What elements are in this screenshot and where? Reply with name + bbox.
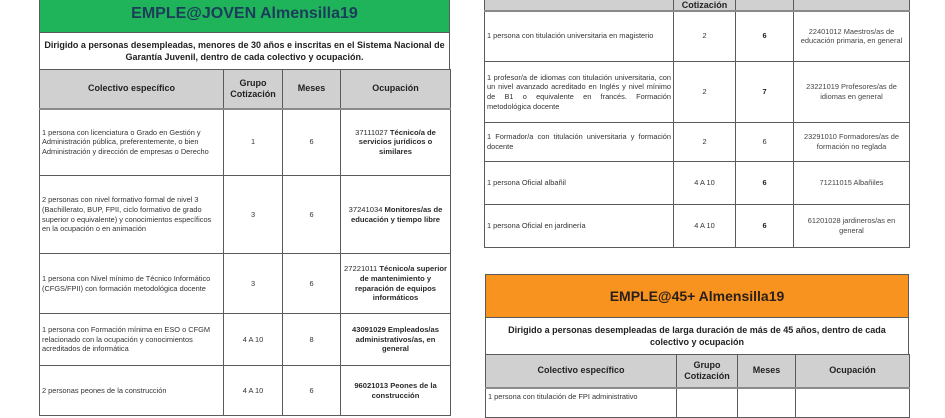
cell-grupo: 1	[224, 109, 283, 176]
cell-grupo: 4 A 10	[224, 366, 283, 416]
table-row	[40, 109, 451, 176]
cell-colectivo: 1 persona Oficial albañil	[485, 162, 674, 205]
cell-colectivo: 2 personas peones de la construcción	[40, 366, 224, 416]
header-colectivo: Colectivo específico	[486, 355, 677, 388]
cell-ocupacion: 96021013 Peones de la construcción	[341, 366, 451, 416]
continuation-table	[484, 0, 910, 248]
emple-45-title: EMPLE@45+ Almensilla19	[485, 274, 909, 317]
cell-ocupacion: 71211015 Albañiles	[794, 162, 910, 205]
table-header-row	[40, 70, 451, 109]
table-row	[40, 254, 451, 314]
cell-ocupacion: 27221011 Técnico/a superior de mantenimiento y reparación de equipos informáticos	[341, 254, 451, 314]
continuation-panel	[484, 0, 909, 248]
cell-grupo: 4 A 10	[674, 205, 736, 248]
cell-colectivo: 1 persona Oficial en jardinería	[485, 205, 674, 248]
table-row	[40, 314, 451, 366]
header-grupo: Cotización	[674, 0, 736, 11]
table-header-row	[486, 355, 910, 388]
cell-meses: 6	[283, 254, 341, 314]
table-row	[485, 162, 910, 205]
cell-meses: 6	[736, 205, 794, 248]
header-ocupacion: Ocupación	[796, 355, 910, 388]
cell-ocupacion: 22401012 Maestros/as de educación primaria, en general	[794, 11, 910, 62]
cell-ocupacion: 43091029 Empleados/as administrativos/as, en general	[341, 314, 451, 366]
cell-ocupacion: 23291010 Formadores/as de formación no reglada	[794, 123, 910, 162]
cell-meses: 6	[283, 109, 341, 176]
cell-grupo: 4 A 10	[674, 162, 736, 205]
cell-colectivo: 1 persona con licenciatura o Grado en Gestión y Administración pública, preferentemente, o bien Administración y dirección de empresas o Derecho	[40, 109, 224, 176]
cell-colectivo: 2 personas con nivel formativo formal de nivel 3 (Bachillerato, BUP, FPII, ciclo formativo de grado superior o equivalente) y conocimientos específicos en la ocupación o en animación	[40, 176, 224, 254]
cell-grupo: 3	[224, 176, 283, 254]
header-grupo: Grupo Cotización	[677, 355, 738, 388]
emple-45-panel	[485, 274, 909, 418]
cell-meses: 6	[736, 123, 794, 162]
cell-ocupacion: 61201028 jardineros/as en general	[794, 205, 910, 248]
cell-colectivo: 1 profesor/a de idiomas con titulación universitaria, con un nivel avanzado acreditado en Inglés y nivel mínimo de B1 o equivalente en francés. Formación metodológica docente	[485, 62, 674, 123]
cell-meses: 7	[736, 62, 794, 123]
cell-colectivo: 1 persona con titulación de FPI administrativo	[486, 388, 677, 418]
table-row	[486, 388, 910, 418]
cell-meses: 8	[283, 314, 341, 366]
cell-ocupacion: 37111027 Técnico/a de servicios jurídicos o similares	[341, 109, 451, 176]
cell-grupo: 3	[224, 254, 283, 314]
table-row	[485, 11, 910, 62]
cell-meses: 6	[736, 162, 794, 205]
header-colectivo: Colectivo específico	[40, 70, 224, 109]
cell-colectivo: 1 persona con Formación mínima en ESO o CFGM relacionado con la ocupación y conocimientos acreditados de informática	[40, 314, 224, 366]
emple-45-description: Dirigido a personas desempleadas de larga duración de más de 45 años, dentro de cada colectivo y ocupación	[485, 317, 909, 354]
cell-meses: 6	[283, 366, 341, 416]
emple-joven-title: EMPLE@JOVEN Almensilla19	[39, 0, 450, 32]
table-row	[485, 123, 910, 162]
table-row	[40, 176, 451, 254]
table-row	[40, 366, 451, 416]
cell-meses: 6	[736, 11, 794, 62]
emple-joven-description: Dirigido a personas desempleadas, menores de 30 años e inscritas en el Sistema Nacional de Garantía Juvenil, dentro de cada colectivo y ocupación.	[39, 32, 450, 69]
cell-colectivo: 1 persona con titulación universitaria en magisterio	[485, 11, 674, 62]
table-header-row	[485, 0, 910, 11]
cell-grupo: 2	[674, 123, 736, 162]
cell-colectivo: 1 persona con Nivel mínimo de Técnico Informático (CFGS/FPII) con formación metodológica docente	[40, 254, 224, 314]
header-meses: Meses	[283, 70, 341, 109]
emple-joven-table	[39, 69, 451, 416]
emple-45-table	[485, 354, 910, 418]
header-ocupacion: Ocupación	[341, 70, 451, 109]
cell-ocupacion: 37241034 Monitores/as de educación y tiempo libre	[341, 176, 451, 254]
header-meses: Meses	[738, 355, 796, 388]
cell-grupo: 2	[674, 62, 736, 123]
cell-grupo: 4 A 10	[224, 314, 283, 366]
table-row	[485, 62, 910, 123]
cell-meses: 6	[283, 176, 341, 254]
emple-joven-panel	[39, 0, 450, 416]
table-row	[485, 205, 910, 248]
cell-colectivo: 1 Formador/a con titulación universitaria y formación docente	[485, 123, 674, 162]
header-grupo: Grupo Cotización	[224, 70, 283, 109]
cell-grupo: 2	[674, 11, 736, 62]
cell-ocupacion: 23221019 Profesores/as de idiomas en general	[794, 62, 910, 123]
